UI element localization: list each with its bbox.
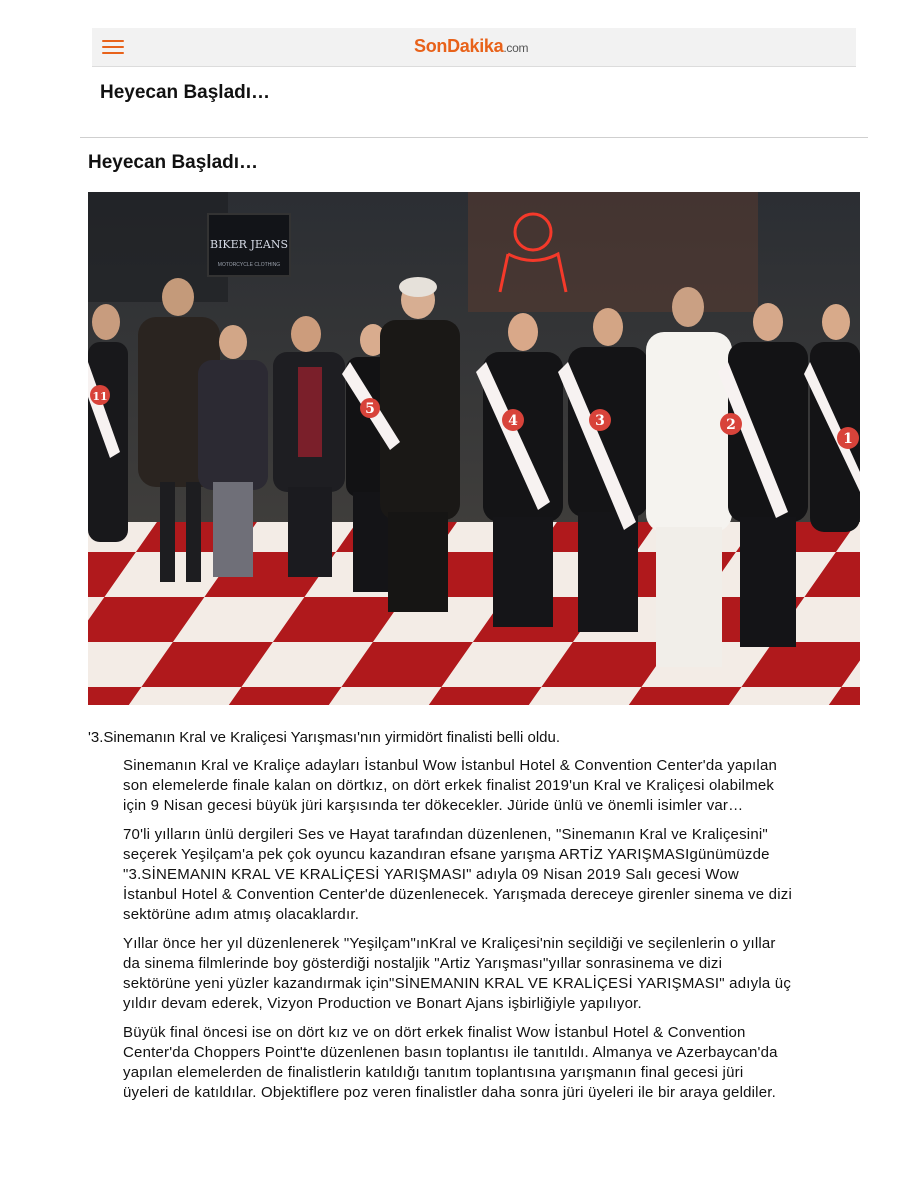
- header-page-title: Heyecan Başladı…: [100, 82, 271, 103]
- article-paragraph: 70'li yılların ünlü dergileri Ses ve Hayat tarafından düzenlenen, "Sinemanın Kral ve Kraliçesini" seçerek Yeşilçam'a pek çok oyuncu kazandıran efsane yarışma ARTİZ YARIŞMASIgünümüzde "3.SİNEMANIN KRAL VE KRALİÇESİ YARIŞMASI" adıyla 09 Nisan 2019 Salı gecesi Wow İstanbul Hotel & Convention Center'de düzenlenecek. Yarışmada dereceye girenler sinema ve dizi sektörüne adım atmış olacaklardır.: [123, 826, 792, 923]
- divider: [80, 137, 868, 138]
- menu-line: [102, 52, 124, 54]
- neon-subtitle-text: MOTORCYCLE CLOTHING: [217, 262, 281, 268]
- article-paragraph: Sinemanın Kral ve Kraliçe adayları İstanbul Wow İstanbul Hotel & Convention Center'da yapılan son elemelerde finale kalan on dörtkız, on dört erkek finalist 2019'un Kral ve Kraliçesi olabilmek için 9 Nisan gecesi büyük jüri karşısında ter dökecekler. Jüride ünlü ve önemli isimler var…: [123, 757, 778, 814]
- sash-number: 3: [595, 413, 605, 429]
- sash-number: 1: [843, 431, 853, 447]
- sash-number: 2: [726, 417, 736, 433]
- article-body: [123, 756, 793, 1112]
- hamburger-menu-icon[interactable]: [102, 38, 124, 56]
- article-paragraph: Yıllar önce her yıl düzenlenerek "Yeşilçam"ınKral ve Kraliçesi'nin seçildiği ve seçilenlerin o yıllar da sinema filmlerinde boy gösterdiği nostaljik "Artiz Yarışması"yıllar sonrasinema ve dizi sektörüne yeni yüzler kazandırmak için"SİNEMANIN KRAL VE KRALİÇESİ YARIŞMASI" adıyla üç yıldır devam ederek, Vizyon Production ve Bonart Ajans işbirliğiyle yapılıyor.: [123, 935, 792, 1012]
- article-photo: [88, 192, 860, 705]
- sash-number: 11: [92, 390, 108, 403]
- menu-line: [102, 40, 124, 42]
- article-summary: '3.Sinemanın Kral ve Kraliçesi Yarışması'nın yirmidört finalisti belli oldu.: [88, 729, 561, 746]
- sash-number: 4: [508, 413, 518, 429]
- article-title: Heyecan Başladı…: [88, 152, 259, 173]
- article-paragraph: Büyük final öncesi ise on dört kız ve on dört erkek finalist Wow İstanbul Hotel & Convention Center'da Choppers Point'te düzenlenen basın toplantısı ile tanıtıldı. Almanya ve Azerbaycan'da yapılan elemelerden de finalistlerin katıldığı tanıtım toplantısına yarışmanın final gecesi jüri üyeleri de katıldılar. Objektiflere poz veren finalistler daha sonra jüri üyeleri ile bir araya geldiler.: [123, 1024, 778, 1101]
- site-logo[interactable]: [414, 36, 528, 57]
- menu-line: [102, 46, 124, 48]
- logo-main: SonDakika: [414, 36, 504, 56]
- sash-number: 5: [365, 401, 375, 417]
- neon-sign-text: BIKER JEANS: [210, 238, 288, 251]
- logo-suffix: .com: [503, 41, 529, 55]
- site-header: [92, 28, 856, 67]
